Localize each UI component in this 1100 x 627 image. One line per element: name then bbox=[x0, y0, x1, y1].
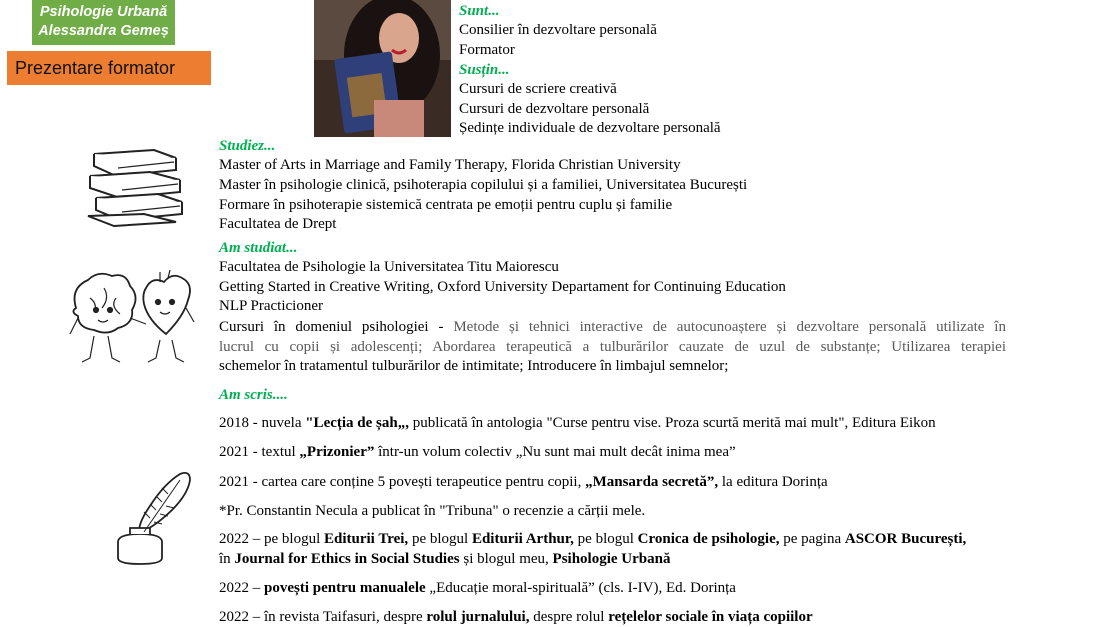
entry-text: la editura Dorința bbox=[718, 474, 828, 490]
quill-inkwell-icon bbox=[110, 470, 194, 566]
entry-bold: Cronica de psihologie, bbox=[637, 531, 780, 547]
entry-text: 2018 - nuvela bbox=[219, 415, 306, 431]
publication-entry-cont bbox=[219, 551, 670, 568]
entry-text: pe blogul bbox=[408, 531, 472, 547]
books-icon bbox=[84, 146, 188, 228]
entry-text: într-un volum colectiv „Nu sunt mai mult decât inima mea” bbox=[374, 444, 736, 460]
am-studiat-item: Getting Started in Creative Writing, Oxford University Departament for Continuing Education bbox=[219, 279, 786, 295]
entry-text: despre rolul bbox=[529, 609, 609, 625]
publication-entry bbox=[219, 609, 813, 626]
brand-line-2: Alessandra Gemeș bbox=[38, 23, 169, 39]
courses-line-2: lucrul cu copii și adolescenți; Abordarea terapeutică a tulburărilor cauzate de uzul de substanțe; Utilizarea terapiei bbox=[219, 339, 1006, 355]
entry-text: 2022 – pe blogul bbox=[219, 531, 324, 547]
entry-text: pe pagina bbox=[779, 531, 845, 547]
publication-entry bbox=[219, 531, 966, 548]
brain-heart-icon bbox=[68, 268, 198, 368]
entry-bold: Journal for Ethics in Social Studies bbox=[234, 551, 460, 567]
publication-entry bbox=[219, 580, 736, 597]
entry-text: pe blogul bbox=[573, 531, 638, 547]
sunt-heading: Sunt... bbox=[459, 3, 500, 19]
brand-line-1: Psihologie Urbană bbox=[39, 4, 168, 20]
entry-bold: Psihologie Urbană bbox=[552, 551, 671, 567]
entry-text: publicată în antologia "Curse pentru vise. Proza scurtă merită mai mult", Editura Eikon bbox=[408, 415, 936, 431]
entry-bold: ASCOR București, bbox=[844, 531, 967, 547]
entry-bold: Editurii Arthur, bbox=[471, 531, 574, 547]
entry-bold: Editurii Trei, bbox=[324, 531, 409, 547]
entry-text: și blogul meu, bbox=[459, 551, 553, 567]
entry-bold: rolul jurnalului, bbox=[426, 609, 530, 625]
studiez-heading: Studiez... bbox=[219, 138, 276, 154]
am-studiat-heading: Am studiat... bbox=[219, 240, 298, 256]
entry-bold: povești pentru manualele bbox=[264, 580, 426, 596]
entry-bold: „Prizonier” bbox=[299, 444, 375, 460]
entry-bold: rețelelor sociale în viața copiilor bbox=[608, 609, 813, 625]
studiez-item: Master of Arts in Marriage and Family Therapy, Florida Christian University bbox=[219, 157, 681, 173]
prezentare-formator-button[interactable]: Prezentare formator bbox=[7, 51, 211, 85]
publication-entry bbox=[219, 444, 736, 461]
courses-line-1 bbox=[219, 318, 1006, 338]
studiez-item: Master în psihologie clinică, psihoterapia copilului și a familiei, Universitatea București bbox=[219, 177, 748, 193]
profile-photo bbox=[314, 0, 451, 137]
studiez-item: Facultatea de Drept bbox=[219, 216, 337, 232]
entry-text: în bbox=[219, 551, 235, 567]
am-scris-heading: Am scris.... bbox=[219, 387, 288, 403]
entry-text: 2021 - textul bbox=[219, 444, 300, 460]
entry-text: 2021 - cartea care conține 5 povești terapeutice pentru copii, bbox=[219, 474, 586, 490]
sustin-item: Ședințe individuale de dezvoltare personală bbox=[459, 120, 721, 136]
sustin-item: Cursuri de scriere creativă bbox=[459, 81, 617, 97]
courses-prefix: Cursuri în domeniul psihologiei - bbox=[219, 319, 454, 335]
courses-line-3: schemelor în tratamentul tulburărilor de intimitate; Introducere în limbajul semnelor; bbox=[219, 358, 729, 374]
entry-bold: „Mansarda secretă”, bbox=[585, 474, 719, 490]
sunt-item: Formator bbox=[459, 42, 515, 58]
brand-logo bbox=[32, 0, 175, 45]
am-studiat-item: NLP Practicioner bbox=[219, 298, 323, 314]
sustin-item: Cursuri de dezvoltare personală bbox=[459, 101, 650, 117]
courses-text: Metode și tehnici interactive de autocunoaștere și dezvoltare personală utilizate în bbox=[453, 319, 1006, 335]
entry-text: *Pr. Constantin Necula a publicat în "Tribuna" o recenzie a cărții mele. bbox=[219, 503, 646, 519]
entry-bold: "Lecția de șah„, bbox=[305, 415, 409, 431]
sunt-item: Consilier în dezvoltare personală bbox=[459, 22, 657, 38]
entry-text: „Educație moral-spirituală” (cls. I-IV), Ed. Dorința bbox=[425, 580, 736, 596]
am-studiat-item: Facultatea de Psihologie la Universitatea Titu Maiorescu bbox=[219, 259, 559, 275]
entry-text: 2022 – în revista Taifasuri, despre bbox=[219, 609, 427, 625]
publication-entry bbox=[219, 503, 645, 520]
publication-entry bbox=[219, 415, 936, 432]
sustin-heading: Susțin... bbox=[459, 62, 510, 78]
entry-text: 2022 – bbox=[219, 580, 264, 596]
studiez-item: Formare în psihoterapie sistemică centrata pe emoții pentru cuplu și familie bbox=[219, 197, 673, 213]
publication-entry bbox=[219, 474, 828, 491]
